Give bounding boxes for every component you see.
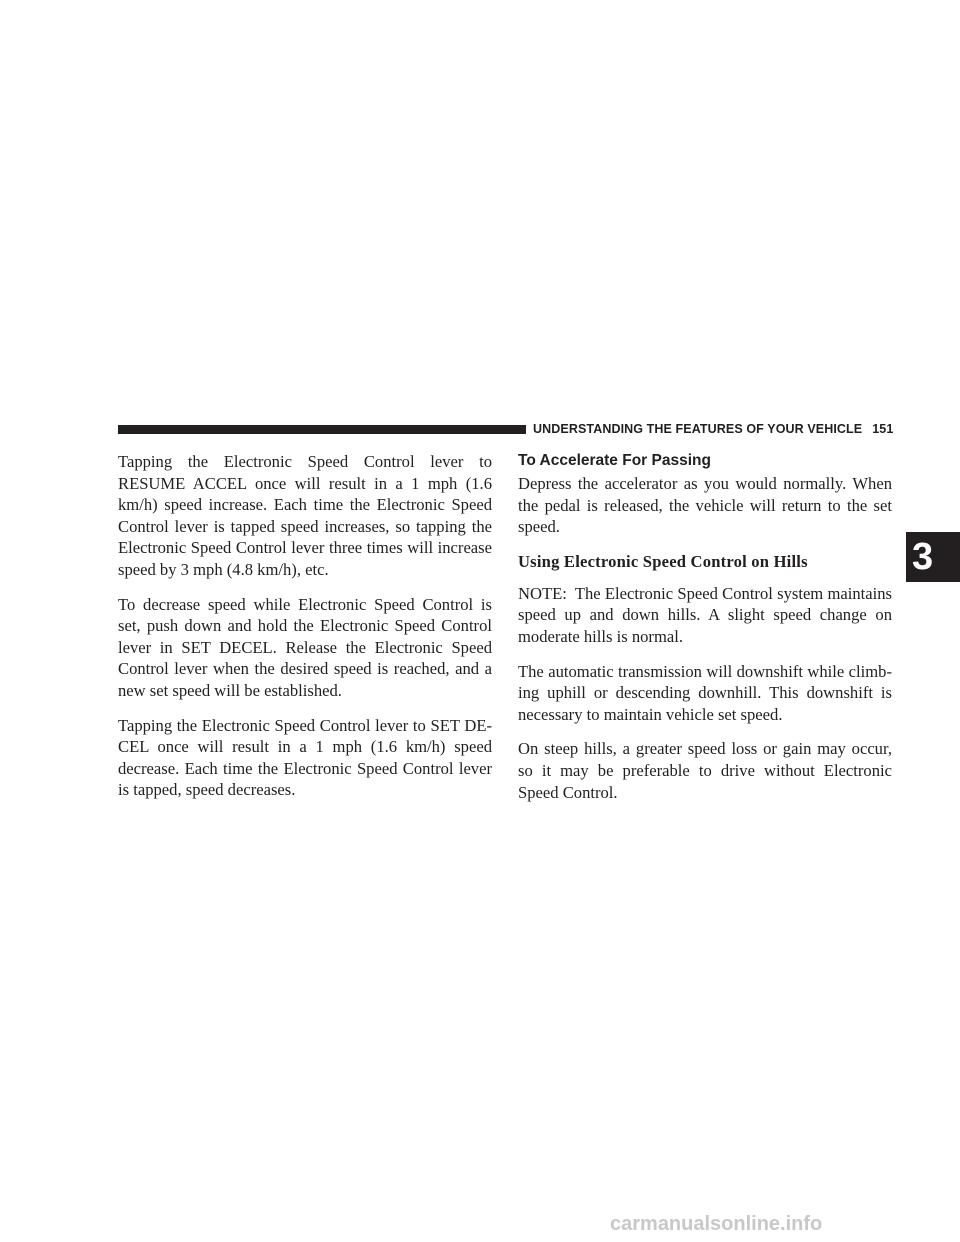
note-text: The Electronic Speed Control system maintains speed up and down hills. A slight speed change on moderate hills is normal. bbox=[518, 583, 892, 646]
heading-hills: Using Electronic Speed Control on Hills bbox=[518, 551, 808, 571]
watermark: carmanualsonline.info bbox=[610, 1213, 823, 1235]
note-label: NOTE: bbox=[518, 583, 567, 603]
header-rule bbox=[118, 425, 526, 434]
chapter-tab bbox=[906, 532, 960, 582]
heading-accelerate-passing: To Accelerate For Passing bbox=[518, 452, 711, 469]
note-paragraph bbox=[518, 583, 892, 648]
right-column bbox=[518, 451, 892, 816]
page-number: 151 bbox=[872, 422, 894, 436]
paragraph-decrease-speed: To decrease speed while Electronic Speed Control is set, push down and hold the Electronic Speed Control lever in SET DECEL. Release the Electronic Speed Control lever when the desired speed is reached, and a new set speed will be established. bbox=[118, 594, 492, 700]
left-column bbox=[118, 451, 492, 814]
running-header bbox=[533, 420, 893, 438]
chapter-number: 3 bbox=[912, 536, 934, 578]
paragraph-passing: Depress the accelerator as you would normally. When the pedal is released, the vehicle will return to the set speed. bbox=[518, 474, 892, 537]
paragraph-resume-accel: Tapping the Electronic Speed Control lever to RESUME ACCEL once will result in a 1 mph (1.6 km/h) speed increase. Each time the Electronic Speed Control lever is tapped speed increases, so tapping the Electronic Speed Control lever three times will increase speed by 3 mph (4.8 km/h), etc. bbox=[118, 452, 492, 579]
paragraph-set-decel: Tapping the Electronic Speed Control lever to SET DE-CEL once will result in a 1 mph (1.6 km/h) speed decrease. Each time the Electronic Speed Control lever is tapped, speed decreases. bbox=[118, 715, 492, 800]
paragraph-downshift: The automatic transmission will downshift while climb-ing uphill or descending downhill. This downshift is necessary to maintain vehicle set speed. bbox=[518, 661, 892, 724]
header-title: UNDERSTANDING THE FEATURES OF YOUR VEHICLE bbox=[533, 422, 863, 436]
paragraph-steep-hills: On steep hills, a greater speed loss or gain may occur, so it may be preferable to drive without Electronic Speed Control. bbox=[518, 739, 892, 802]
